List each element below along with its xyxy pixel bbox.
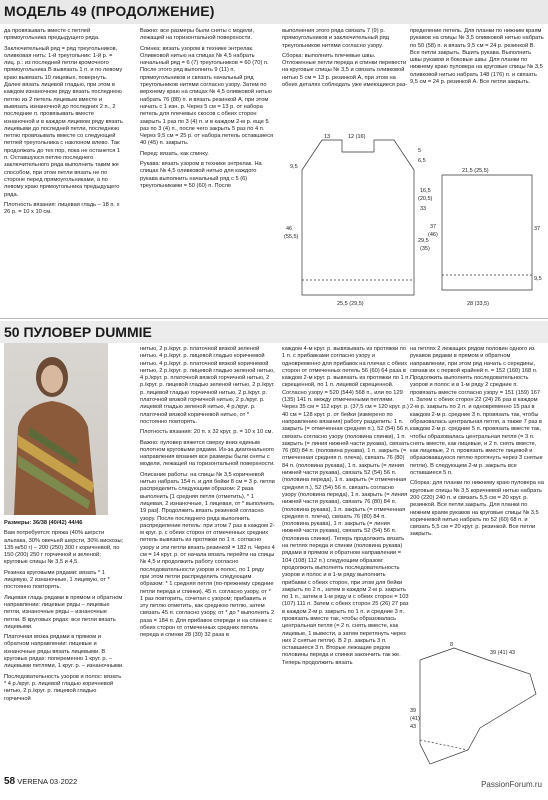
section-header	[0, 321, 548, 343]
text-paragraph: Вам потребуется: пряжа (40% шерсти альпака, 30% овечьей шерсти, 30% вискозы; 135 м/50 г) – 200 (250) 300 г коричневой, по 150 (200) 250 г горчичной и зеленой; круговые спицы № 3,5 и 4,5.	[4, 530, 124, 566]
dim-label: 43	[410, 724, 417, 730]
text-paragraph: Лицевая гладь рядами в прямом и обратном направлении: лицевые ряды – лицевые петли, изнаночные ряды – изнаночные петли. В круговых рядах: все петли вязать лицевыми.	[4, 594, 123, 630]
section-divider	[0, 318, 548, 319]
text-paragraph: нитью, 2 р./круг. р. платочной вязкой зеленой нитью, 4 р./круг. р. лицевой гладью коричневой нитью, 4 р./круг. р. платочной вязкой коричневой нитью, 2 р./круг. р. лицевой гладью зеленой нитью, 4 р./круг. р. платочной вязкой горчичной нитью, 2 р./круг. р. лицевой гладью зеленой нитью, 2 р./круг. р. лицевой гладью горчичной нитью, 2 р./круг. р. платочной вязкой горчичной нитью, 2 р./круг. р. лицевой гладью зеленой нитью, 4 р./круг. р. платочной вязкой коричневой нитью, от * постоянно повторять.	[140, 346, 275, 425]
dim-label: 8	[450, 642, 454, 648]
col1-top	[4, 28, 124, 219]
watermark: PassionForum.ru	[481, 780, 542, 789]
text-paragraph: Важно: все размеры были сняты с модели, лежащей на горизонтальной поверхности.	[140, 28, 255, 42]
dim-label: (20,5)	[418, 196, 433, 202]
text-paragraph: на петлях 2 лежащих рядом половин одного из рукавов рядами в прямом и обратном направлении, при этом ряд начать с середины, связав их с первой крайней п. = 152 (160) 168 п. Продолжить выполнять последовательность узоров и полос и в 1-м ряду 2 средние п. провязать вместе согласно узору = 151 (159) 167 п. Затем с обеих сторон 22 (24) 26 раз в каждом 2-м р. закрыть по 2 п. и одновременно 15 раз в каждом 2-м р. средние 3 п. провязать так, чтобы образовалась центральная петля, а также 7 раз в каждом 2-м р. средние 5 п. провязать вместе так, чтобы образовалась центральная петля (= 3 п. снять вместе, как лицевые, и 2 п. снять вместе, как лицевые, 2 п. провязать вместе лицевой и образовавшуюся петлю протянуть через 3 снятые петли). В следующем 2-м р. закрыть все оставшиеся 5 п.	[410, 346, 543, 477]
text-paragraph: каждом 4-м круг. р. вывязывать из протяжки по 1 п. с прибавками согласно узору и одновременно для прибавок на плечах с обеих сторон от отмеченных петель 56 (60) 64 раза в каждом 2-м круг. р. вывязать из протяжки по 1 п. скрещенной, по 1 п. лицевой скрещенной. Согласно узору = 520 (544) 568 п., или по 129 (135) 141 п. между отмеченными петлями. Через 35 см = 112 круг. р. (37,5 см = 120 круг. р.) 40 см = 128 круг. р. от бейки (измерено по направлению вязания) работу разделить: 1 п. закрыть (= отмеченная средняя п.), 52 (54) 56 п. связать согласно узору (половина спинки), 1 п. закрыть (= линия нижней части рукава), связать 76 (80) 84 п. (половина рукава), 1 п. закрыть (= отмеченная средняя п. плеча), связать 76 (80) 84 п. (половина рукава), 1 п. закрыть (= линия нижней части рукава), связать 52 (54) 56 п. (половина переда), 1 п. закрыть (= отмеченная средняя п.), 52 (54) 56 п. связать согласно узору (половина переда), 1 п. закрыть (= линия нижней части рукава), связать 76 (80) 84 п. (половина рукава), 1 п. закрыть (= отмеченная средняя п. плеча), связать 76 (80) 84 п. (половина рукава), 1 п. закрыть (= линия нижней части рукава), связать 52 (54) 56 п. (половина спинки). Теперь продолжить вязать на петлях переда и спинки (половина рукава) рядами в прямом и обратном направлении = 104 (108) 112 п.) следующим образом: продолжить выполнять последовательность узоров и полос и в 1-м ряду выполнить прибавки с обеих сторон, при этом для бейки закрыть по 2 п., затем в каждом 2-м р. закрыть по 1 п., затем в 1-м ряду и с обеих сторон = 103 (107) 111 п. Затем с обеих сторон 25 (26) 27 раз в каждом 2-м р. закрыть по 1 п. и средние 3 п. провязать вместе так, чтобы образовалась центральная петля (= 2 п. снять вместе, как лицевые, 1 вывести, а затем перетянуть через них 2 снятые петли). В 2 р. закрыть 3 п. оставшиеся 3 п. Вторые лежащие рядом половины переда и спинки закончить так же. Теперь продолжить вязать	[282, 346, 410, 666]
dim-label: 39 (41) 43	[490, 650, 516, 656]
page-number: 58	[4, 776, 16, 787]
model-photo	[4, 343, 108, 515]
dim-label: 28 (33,5)	[467, 301, 490, 307]
dim-label: 16,5	[420, 188, 431, 194]
dim-label: 37	[430, 224, 437, 230]
text-paragraph: Плотность вязания: лицевая гладь – 18 п. х 26 р. = 10 х 10 см.	[4, 201, 120, 216]
pullover-outline	[420, 648, 536, 764]
text-paragraph: Спинка: вязать узором в технике энтрелак. Оливковой нитью на спицах № 4,5 набрать начальный ряд = 6 (7) треугольников = 60 (70) п. После этого ряд выполнить 9 (11) п. прямоугольников и связать начальный ряд треугольников нитями согласно узору. Затем по верхнему краю на спицах № 4,5 оливковой нитью набрать 76 (88) п. и вязать резинкой А, при этом начать с 1 изн. р. Через 5 см = 13 р. от набора петель для плечевых скосов с обеих сторон закрыть 1 раз по 3 (4) п. и в каждом 2-м р. еще 5 раз по 3 (4) п., после чего закрыть 5 раз по 4 п. Через 9,5 см = 25 р. от набора петель оставшиеся 40 (45) п. закрыть.	[140, 45, 274, 147]
dim-label: 46	[286, 226, 293, 232]
dim-label: 37	[534, 226, 541, 232]
text-paragraph: Описание работы: на спицы № 3,5 коричневой нитью набрать 154 п. и для бейки 8 см = 3 р. петли распределить следующим образом: 2 раза выполнить [1 средняя петля (отметить), * 1 лицевая, 2 изнаночные, 1 лицевая, от * выполнить 19 раз]. Продолжить вязать резинкой согласно узору. После последнего ряда выполнить распределение петель: при этом 7 раз в каждом 2-м круг. р. с обеих сторон от отмеченных средних петель вывязать из протяжки по 1 п. согласно узору и эти петли вязать резинкой = 182 п. Через 4 см = 14 круг. р. от начала вязать перейти на спицы № 4,5 и продолжить работу согласно последовательности узоров и полос, по 1 ряду при этом петли распределить следующим образом: * 1 средняя петля (по-прежнему средние петли переда и спинки), 45 п. согласно узору, от * 1 раз повторить, сочетая с узором; прибавить и эту петлю отметить, как среднюю петлю, затем связать 45 п. согласно узору, от * до * выполнить 2 раза = 184 п. Для прибавок спереди и на спинке с обеих сторон от отмеченных средних петель переда и спинки 28 (30) 32 раза в	[140, 471, 275, 639]
col4-bottom	[410, 346, 544, 542]
header-title: МОДЕЛЬ 49 (ПРОДОЛЖЕНИЕ)	[4, 3, 215, 19]
dim-label: 33	[420, 206, 427, 212]
body-outline	[302, 140, 414, 295]
model-photo-illustration	[4, 343, 108, 515]
dim-label: 12 (16)	[348, 134, 366, 140]
dim-label: (35)	[420, 246, 430, 252]
dim-label: 5	[418, 148, 422, 154]
col1-bottom	[4, 520, 124, 706]
dim-label: 9,5	[534, 276, 542, 282]
page-footer	[4, 776, 77, 787]
text-paragraph: пределение петель. Для планки по нижним краям рукавов на спицы № 3,5 оливковой нитью набрать по 50 (58) п. и вязать 9,5 см = 24 р. резинкой В. Все петли закрыть. Вшить рукава. Выполнить швы рукавов и боковые швы. Для планки по нижнему краю пуловера на круговые спицы № 3,5 оливковой нитью набрать 148 (176) п. и связать 9,5 см = 24 р. резинкой А. Все петли закрыть.	[410, 28, 544, 86]
garment-schematic-bottom	[410, 640, 544, 775]
col2-bottom	[140, 346, 275, 643]
garment-schematic-top	[282, 130, 546, 310]
section-title: 50 ПУЛОВЕР DUMMIE	[4, 324, 152, 340]
text-paragraph: Заключительный ряд = ряд треугольников, оливковая нить: 1-й треугольник: 1-й р. = лиц. р.: из последней петли кромочного прямоугольника В вывязать 1 п. и по левому краю вывязать 10 лицевых, повернуть. Далее вязать лицевой гладью, при этом в каждом изнаночном ряду вязать последнюю петлю из 2 петель лицевым вместе и вывязать изнаночной до последних 2 п., 2 последние п. провязывать вместе изнаночной и в каждом лицевом ряду вязать лицевыми до последней петли, последнюю петлю провязывать вместе со следующей петлей треугольника с наклоном влево. Так продолжать до тех пор, пока не останется 1 п. Оставшуюся петлю последнего заключительного ряда выполнить таким же способом, при этом петли вязать не по стороне перед прямоугольниками, а по левому краю прямоугольника предыдущего ряда.	[4, 45, 123, 198]
dim-label: 9,5	[290, 164, 298, 170]
text-paragraph: Сборка: для планки по нижнему краю пуловера на круговые спицы № 3,5 коричневой нитью набрать 200 (220) 240 п. и связать 5,5 см = 20 круг. р. резинкой. Все петли закрыть. Для планки по нижним краям рукавов на круговые спицы № 3,5 коричневой нитью набрать по 52 (60) 68 п. и связать 5,5 см = 20 круг. р. резинкой. Все петли закрыть.	[410, 480, 544, 538]
text-paragraph: Резинка круговыми рядами: вязать * 1 лицевую, 2 изнаночные, 1 лицевую, от * постоянно повторять.	[4, 569, 110, 591]
text-paragraph: Рукава: вязать узором в технике энтрелак. На спицах № 4,5 оливковой нитью для каждого рукава выполнить начальный ряд с 5 (6) треугольниками = 50 (60) п. После	[140, 161, 262, 189]
col3-bottom	[282, 346, 410, 670]
text-paragraph: Перед: вязать, как спинку.	[140, 150, 209, 157]
dim-label: (55,5)	[284, 234, 299, 240]
sleeve-outline	[442, 175, 532, 290]
dim-label: (46)	[428, 232, 438, 238]
col4-top	[410, 28, 544, 89]
text-paragraph: Плотность вязания: 20 п. х 32 круг. р. = 10 х 10 см.	[140, 429, 274, 436]
text-paragraph: Платочная вязка рядами в прямом и обратном направлении: лицевые и изнаночные ряды вязать лицевыми. В круговых рядах: попеременно 1 круг. р. – лицевыми петлями, 1 круг. р. – изнаночными.	[4, 634, 124, 670]
text-paragraph: выполнения этого ряда связать 7 (9) р. прямоугольников и заключительный ряд треугольников нитями согласно узору.	[282, 28, 389, 49]
text-paragraph: да провязывать вместе с петлей прямоугольника предыдущего ряда.	[4, 28, 100, 42]
dim-label: 25,5 (29,5)	[337, 301, 364, 307]
text-paragraph: Последовательность узоров и полос: вязать * 4 р./круг. р. лицевой гладью коричневой нитью, 2 р./круг. р. лицевой гладью горчичной	[4, 673, 122, 702]
col3-top	[282, 28, 410, 92]
sizes-line: Размеры: 36/38 (40/42) 44/46	[4, 520, 83, 526]
text-paragraph: Важно: пуловер вяжется сверху вниз единым полотном круговыми рядами. Из-за диагонального направления вязания все размеры были сняты с модели, лежащей на горизонтальной поверхности.	[140, 439, 275, 468]
text-paragraph: Сборка: выполнить плечевые швы. Отложенные петли переда и спинки перевести на круговые спицы № 3,5 и связать оливковой нитью 5 см = 13 р. резинкой А, при этом на обеих деталях соблюдать уже имеющиеся раз-	[282, 52, 408, 89]
col2-top	[140, 28, 275, 193]
magazine-name: VERENA 03·2022	[17, 777, 78, 786]
dim-label: 39	[410, 708, 417, 714]
dim-label: 29,5	[418, 238, 429, 244]
page-header	[0, 0, 548, 24]
dim-label: 21,5 (25,5)	[462, 168, 489, 174]
dim-label: 6,5	[418, 158, 426, 164]
dim-label: (41)	[410, 716, 420, 722]
dim-label: 13	[324, 134, 331, 140]
